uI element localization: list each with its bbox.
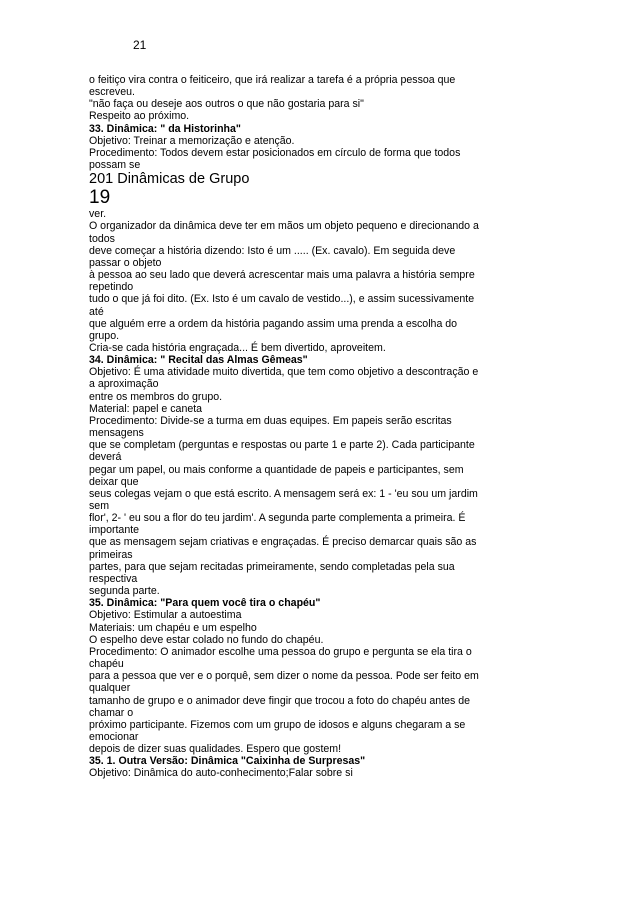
body-text-line: escreveu.	[89, 86, 135, 99]
body-text-line: passar o objeto	[89, 256, 162, 269]
body-text-line: Procedimento: O animador escolhe uma pessoa do grupo e pergunta se ela tira o	[89, 645, 472, 658]
body-text-line: segunda parte.	[89, 585, 160, 598]
body-text-line: Objetivo: Estimular a autoestima	[89, 609, 242, 622]
body-text-line: seus colegas vejam o que está escrito. A mensagem será ex: 1 - 'eu sou um jardim	[89, 487, 478, 500]
body-text-line: repetindo	[89, 281, 134, 294]
body-text-line: Cria-se cada história engraçada... É bem divertido, aproveitem.	[89, 341, 386, 354]
section-heading: 35. 1. Outra Versão: Dinâmica "Caixinha de Surpresas"	[89, 755, 366, 768]
body-text-line: sem	[89, 500, 110, 512]
body-text-line: que alguém erre a ordem da história pagando assim uma prenda a escolha do	[89, 317, 458, 330]
body-text-line: tamanho de grupo e o animador deve fingir que trocou a foto do chapéu antes de	[89, 694, 471, 707]
body-text-line: mensagens	[89, 427, 144, 440]
body-text-line: emocionar	[89, 730, 139, 743]
body-text-line: até	[89, 305, 104, 318]
body-text-line: próximo participante. Fizemos com um grupo de idosos e alguns chegaram a se	[89, 718, 466, 731]
body-text-line: deverá	[89, 451, 122, 464]
body-text-line: Respeito ao próximo.	[89, 110, 190, 123]
body-text-line: todos	[89, 232, 115, 245]
body-text-line: deve começar a história dizendo: Isto é um ..... (Ex. cavalo). Em seguida deve	[89, 244, 456, 257]
body-text-line: Materiais: um chapéu e um espelho	[89, 621, 257, 634]
body-text-line: qualquer	[89, 682, 131, 695]
body-text-line: a aproximação	[89, 378, 159, 391]
body-text-line: Objetivo: Dinâmica do auto-conhecimento;Falar sobre si	[89, 767, 353, 780]
body-text-line: chapéu	[89, 658, 124, 671]
body-text-line: respectiva	[89, 572, 138, 585]
body-text-line: Procedimento: Todos devem estar posicionados em círculo de forma que todos	[89, 146, 461, 159]
body-text-line: Objetivo: É uma atividade muito divertida, que tem como objetivo a descontração e	[89, 366, 479, 379]
body-text-line: possam se	[89, 159, 141, 172]
body-text-line: O organizador da dinâmica deve ter em mãos um objeto pequeno e direcionando a	[89, 220, 479, 233]
body-text-line: O espelho deve estar colado no fundo do chapéu.	[89, 633, 324, 646]
body-text-line: o feitiço vira contra o feiticeiro, que irá realizar a tarefa é a própria pessoa que	[89, 74, 456, 86]
body-text-line: entre os membros do grupo.	[89, 390, 223, 403]
body-text-line: Objetivo: Treinar a memorização e atenção.	[89, 134, 295, 147]
body-text-line: grupo.	[89, 329, 120, 342]
body-text-line: partes, para que sejam recitadas primeiramente, sendo completadas pela sua	[89, 560, 455, 573]
body-text-line: Material: papel e caneta	[89, 402, 203, 415]
body-text-line: primeiras	[89, 548, 133, 561]
running-header: 201 Dinâmicas de Grupo	[89, 171, 250, 188]
body-text-line: depois de dizer suas qualidades. Espero que gostem!	[89, 743, 342, 756]
body-text-line: importante	[89, 524, 140, 537]
section-heading: 35. Dinâmica: "Para quem você tira o chapéu"	[89, 597, 321, 610]
body-text-line: flor', 2- ' eu sou a flor do teu jardim'. A segunda parte complementa a primeira. É	[89, 512, 466, 525]
body-text-line: "não faça ou deseje aos outros o que não gostaria para si"	[89, 98, 364, 111]
page-number: 21	[133, 38, 147, 52]
section-heading: 34. Dinâmica: " Recital das Almas Gêmeas"	[89, 354, 308, 367]
body-text-line: chamar o	[89, 706, 134, 719]
body-text-line: tudo o que já foi dito. (Ex. Isto é um cavalo de vestido...), e assim sucessivamente	[89, 293, 475, 306]
section-heading: 33. Dinâmica: " da Historinha"	[89, 122, 241, 135]
body-text-line: deixar que	[89, 475, 139, 488]
document-body	[89, 74, 551, 780]
body-text-line: que se completam (perguntas e respostas ou parte 1 e parte 2). Cada participante	[89, 439, 475, 452]
body-text-line: ver.	[89, 208, 107, 221]
body-text-line: que as mensagem sejam criativas e engraçadas. É preciso demarcar quais são as	[89, 536, 477, 549]
body-text-line: Procedimento: Divide-se a turma em duas equipes. Em papeis serão escritas	[89, 414, 452, 427]
body-text-line: à pessoa ao seu lado que deverá acrescentar mais uma palavra a história sempre	[89, 269, 475, 282]
source-page-number: 19	[89, 187, 111, 209]
body-text-line: para a pessoa que ver e o porquê, sem dizer o nome da pessoa. Pode ser feito em	[89, 670, 479, 683]
body-text-line: pegar um papel, ou mais conforme a quantidade de papeis e participantes, sem	[89, 463, 464, 476]
